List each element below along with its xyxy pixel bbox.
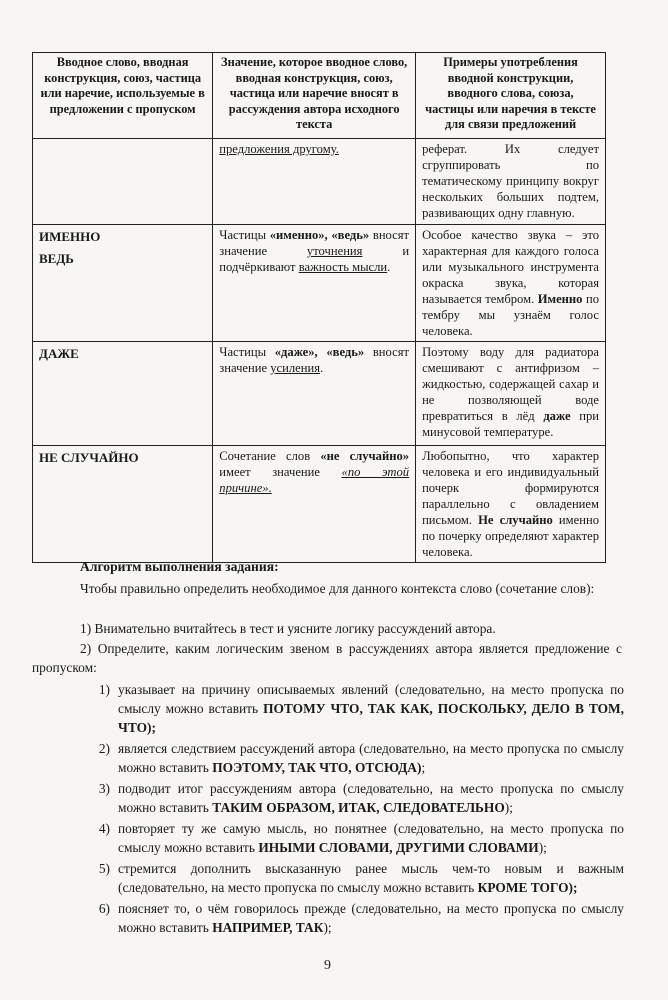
- algorithm-intro: Чтобы правильно определить необходимое для данного контекста слово (сочетание слов):: [80, 581, 595, 596]
- example-cell: Любопытно, что характер человека и его индивидуальный почерк формируются параллельно с овладением письмом. Не случайно именно по почерку определяют характер человека.: [416, 446, 606, 563]
- table-row: [33, 446, 606, 563]
- header-meaning: Значение, которое вводное слово, вводная конструкция, союз, частица или наречие вносят в рассуждения автора исходного текста: [213, 53, 416, 139]
- table-header-row: [33, 53, 606, 139]
- algorithm-title: Алгоритм выполнения задания:: [80, 559, 279, 574]
- algorithm-list: [92, 680, 624, 939]
- example-cell: реферат. Их следует сгруппировать по тематическому принципу вокруг нескольких больших подтем, развивающих одну главную.: [416, 139, 606, 225]
- page-number: 9: [324, 958, 331, 973]
- meaning-cell: Сочетание слов «не случайно» имеет значение «по этой причине».: [213, 446, 416, 563]
- table-row-continued: [33, 139, 606, 225]
- list-item: 4) повторяет ту же самую мысль, но понятнее (следовательно, на место пропуска по смыслу можно вставить ИНЫМИ СЛОВАМИ, ДРУГИМИ СЛОВАМИ);: [98, 821, 624, 855]
- meaning-cell: Частицы «именно», «ведь» вносят значение уточнения и подчёркивают важность мысли.: [213, 225, 416, 342]
- example-cell: Поэтому воду для радиатора смешивают с антифризом – жидкостью, содержащей сахар и не позволяющей воде превратиться в лёд даже при минусовой температуре.: [416, 342, 606, 446]
- algorithm-step-2: 2) Определите, каким логическим звеном в рассуждениях автора является предложение с пропуском:: [32, 641, 622, 675]
- algorithm-step-1: 1) Внимательно вчитайтесь в тест и уясните логику рассуждений автора.: [80, 621, 496, 636]
- list-item: 6) поясняет то, о чём говорилось прежде (следовательно, на место пропуска по смыслу можно вставить НАПРИМЕР, ТАК);: [98, 901, 624, 935]
- word-cell: ДАЖЕ: [33, 342, 213, 446]
- header-word: Вводное слово, вводная конструкция, союз, частица или наречие, используемые в предложении с пропуском: [33, 53, 213, 139]
- table-row: [33, 342, 606, 446]
- list-item: 1) указывает на причину описываемых явлений (следовательно, на место пропуска по смыслу можно вставить ПОТОМУ ЧТО, ТАК КАК, ПОСКОЛЬКУ, ДЕЛО В ТОМ, ЧТО);: [98, 682, 624, 735]
- list-item: 2) является следствием рассуждений автора (следовательно, на место пропуска по смыслу можно вставить ПОЭТОМУ, ТАК ЧТО, ОТСЮДА);: [98, 741, 624, 775]
- word-cell: ИМЕННО ВЕДЬ: [33, 225, 213, 342]
- table-row: [33, 225, 606, 342]
- word-cell: НЕ СЛУЧАЙНО: [33, 446, 213, 563]
- list-item: 5) стремится дополнить высказанную ранее мысль чем-то новым и важным (следовательно, на место пропуска по смыслу можно вставить КРОМЕ ТОГО);: [98, 861, 624, 895]
- example-cell: Особое качество звука – это характерная для каждого голоса или музыкального инструмента окраска звука, которая называется тембром. Именно по тембру мы узнаём голос человека.: [416, 225, 606, 342]
- meaning-cell: предложения другому.: [213, 139, 416, 225]
- list-item: 3) подводит итог рассуждениям автора (следовательно, на место пропуска по смыслу можно вставить ТАКИМ ОБРАЗОМ, ИТАК, СЛЕДОВАТЕЛЬНО);: [98, 781, 624, 815]
- header-example: Примеры употребления вводной конструкции, вводного слова, союза, частицы или наречия в тексте для связи предложений: [416, 53, 606, 139]
- conjunction-table: [32, 52, 606, 563]
- meaning-cell: Частицы «даже», «ведь» вносят значение усиления.: [213, 342, 416, 446]
